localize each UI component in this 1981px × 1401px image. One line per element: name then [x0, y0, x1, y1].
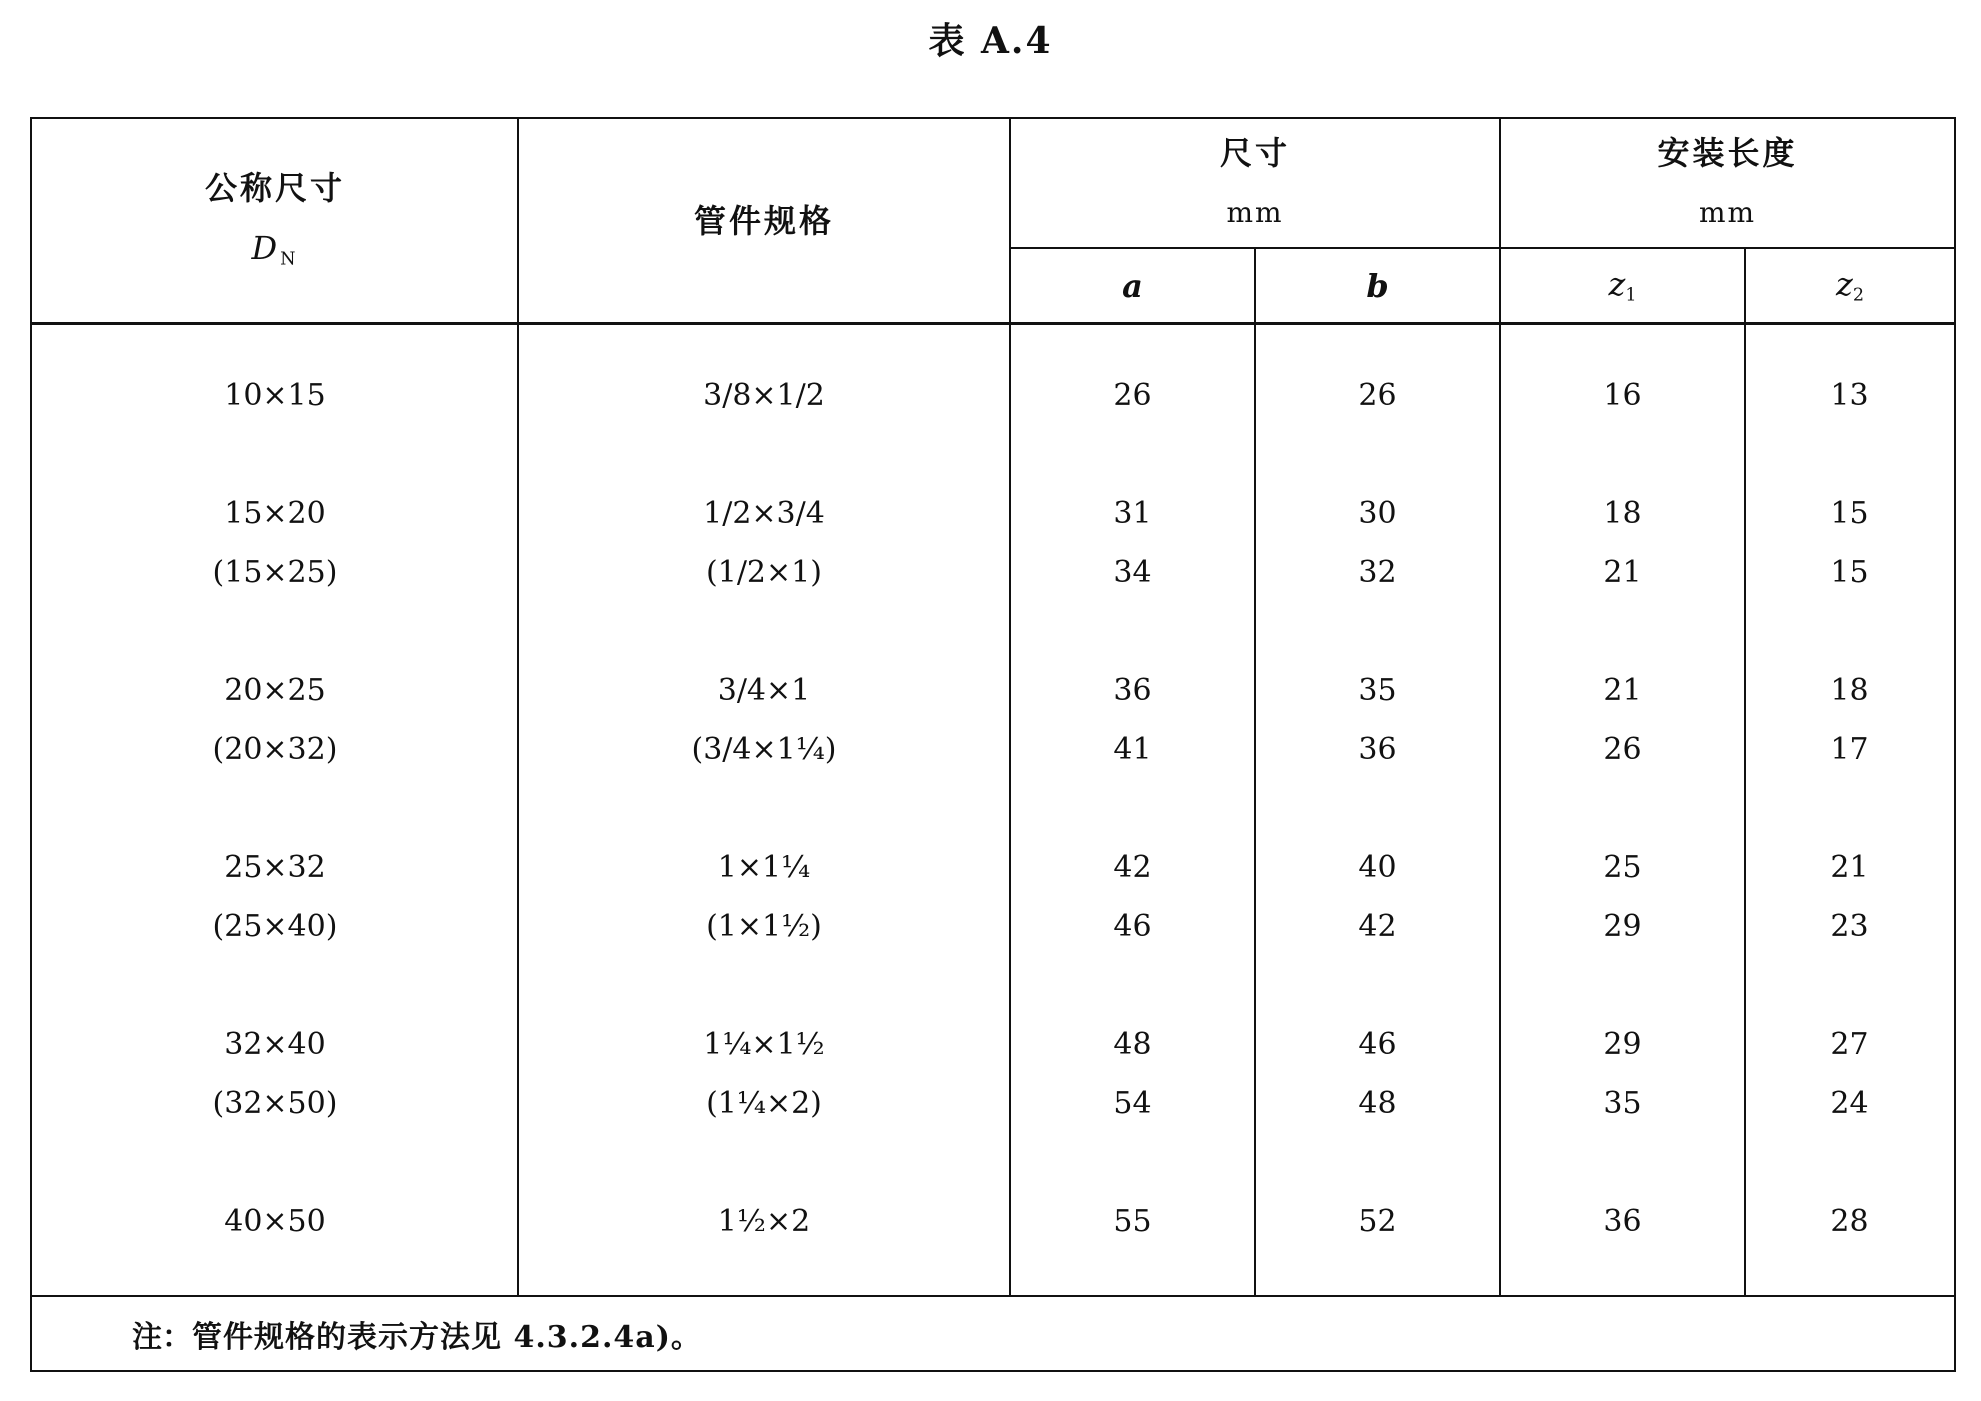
z2-symbol: z [1835, 265, 1853, 304]
a-label: a [1122, 266, 1143, 305]
table-row [32, 543, 1954, 602]
header-fitting-spec [519, 119, 1009, 322]
b-label: b [1366, 266, 1389, 305]
header-a [1011, 249, 1254, 322]
fitting-spec-cell: 3/8×1/2 [703, 378, 825, 413]
table-row [32, 366, 1954, 425]
b-cell: 35 [1358, 673, 1397, 708]
z2-cell: 24 [1830, 1086, 1869, 1121]
table-row [32, 1074, 1954, 1133]
a-cell: 54 [1113, 1086, 1152, 1121]
header-b [1256, 249, 1499, 322]
z2-cell: 23 [1830, 909, 1869, 944]
install-length-unit: mm [1698, 196, 1757, 229]
z1-cell: 29 [1603, 909, 1642, 944]
table-row [32, 838, 1954, 897]
header-nominal-size [32, 119, 518, 317]
b-cell: 46 [1358, 1027, 1397, 1062]
group-spacer [32, 1133, 1954, 1192]
z1-cell: 21 [1603, 673, 1642, 708]
b-cell: 40 [1358, 850, 1397, 885]
header-z2 [1746, 249, 1954, 322]
b-cell: 36 [1358, 732, 1397, 767]
a-cell: 55 [1113, 1204, 1152, 1239]
fitting-spec-cell: (1¼×2) [706, 1086, 822, 1121]
table-row [32, 661, 1954, 720]
z1-cell: 26 [1603, 732, 1642, 767]
a-cell: 31 [1113, 496, 1152, 531]
fitting-spec-cell: (3/4×1¼) [691, 732, 837, 767]
z1-symbol: z [1608, 265, 1626, 304]
fitting-spec-label: 管件规格 [693, 201, 834, 240]
note-text: 管件规格的表示方法见 4.3.2.4a)。 [192, 1319, 702, 1355]
table-title: 表 A.4 [928, 20, 1053, 62]
nominal-size-cell: 40×50 [224, 1204, 326, 1239]
b-cell: 30 [1358, 496, 1397, 531]
table-row [32, 1192, 1954, 1251]
z2-cell: 27 [1830, 1027, 1869, 1062]
fitting-spec-cell: 1×1¼ [717, 850, 811, 885]
nominal-size-symbol [251, 218, 298, 278]
table-frame [30, 117, 1956, 1372]
b-cell: 48 [1358, 1086, 1397, 1121]
a-cell: 42 [1113, 850, 1152, 885]
fitting-spec-cell: 1½×2 [717, 1204, 811, 1239]
b-cell: 32 [1358, 555, 1397, 590]
nominal-size-cell: (25×40) [212, 909, 338, 944]
fitting-spec-cell: (1/2×1) [706, 555, 822, 590]
header-dimension [1011, 119, 1499, 247]
z2-cell: 18 [1830, 673, 1869, 708]
z1-cell: 29 [1603, 1027, 1642, 1062]
nominal-size-cell: 32×40 [224, 1027, 326, 1062]
z2-cell: 15 [1830, 496, 1869, 531]
a-cell: 48 [1113, 1027, 1152, 1062]
z2-subscript: 2 [1852, 285, 1865, 306]
z1-subscript: 1 [1625, 285, 1637, 306]
nominal-size-cell: 15×20 [224, 496, 326, 531]
fitting-spec-cell: 3/4×1 [717, 673, 811, 708]
z1-cell: 25 [1603, 850, 1642, 885]
a-cell: 34 [1113, 555, 1152, 590]
table-row [32, 720, 1954, 779]
b-cell: 42 [1358, 909, 1397, 944]
a-cell: 41 [1113, 732, 1152, 767]
nominal-size-cell: 20×25 [224, 673, 326, 708]
fitting-spec-cell: (1×1½) [706, 909, 822, 944]
table-body [32, 325, 1954, 1295]
nominal-size-cell: 10×15 [224, 378, 326, 413]
z2-cell: 21 [1830, 850, 1869, 885]
z1-cell: 35 [1603, 1086, 1642, 1121]
nominal-size-cell: 25×32 [224, 850, 326, 885]
group-spacer [32, 956, 1954, 1015]
dimension-label: 尺寸 [1219, 134, 1290, 172]
z1-label [1608, 265, 1636, 305]
nominal-size-label: 公称尺寸 [204, 169, 345, 207]
z2-label [1836, 265, 1864, 305]
b-cell: 52 [1358, 1204, 1397, 1239]
group-spacer [32, 425, 1954, 484]
note-label: 注： [132, 1319, 192, 1355]
table-row [32, 1015, 1954, 1074]
z1-cell: 21 [1603, 555, 1642, 590]
dn-subscript: N [280, 249, 299, 270]
b-cell: 26 [1358, 378, 1397, 413]
z1-cell: 16 [1603, 378, 1642, 413]
table-note [32, 1297, 1954, 1370]
dimension-unit: mm [1226, 196, 1284, 229]
group-spacer [32, 779, 1954, 838]
install-length-label: 安装长度 [1657, 134, 1798, 172]
a-cell: 26 [1113, 378, 1152, 413]
dn-symbol: D [251, 229, 281, 267]
nominal-size-cell: (15×25) [212, 555, 338, 590]
z1-cell: 18 [1603, 496, 1642, 531]
z2-cell: 17 [1830, 732, 1869, 767]
group-spacer [32, 602, 1954, 661]
header-z1 [1501, 249, 1744, 322]
header-install-length [1501, 119, 1954, 247]
table-row [32, 897, 1954, 956]
z2-cell: 13 [1830, 378, 1869, 413]
a-cell: 46 [1113, 909, 1152, 944]
table-row [32, 484, 1954, 543]
z2-cell: 28 [1830, 1204, 1869, 1239]
fitting-spec-cell: 1/2×3/4 [703, 496, 825, 531]
z2-cell: 15 [1830, 555, 1869, 590]
fitting-spec-cell: 1¼×1½ [703, 1027, 825, 1062]
nominal-size-cell: (32×50) [212, 1086, 338, 1121]
a-cell: 36 [1113, 673, 1152, 708]
z1-cell: 36 [1603, 1204, 1642, 1239]
nominal-size-cell: (20×32) [212, 732, 338, 767]
